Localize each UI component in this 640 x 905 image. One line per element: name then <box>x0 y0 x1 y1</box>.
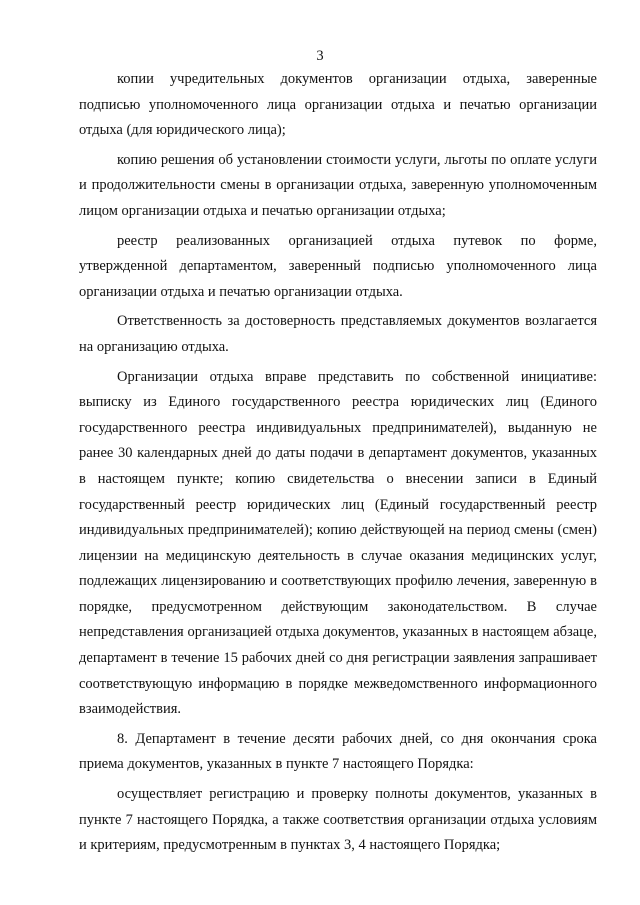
paragraph-pricing-decision: копию решения об установлении стоимости услуги, льготы по оплате услуги и продолжительности смены в организации отдыха, заверенную уполномоченным лицом организации отдыха и печатью организации отдыха; <box>79 151 597 219</box>
paragraph-section-8: 8. Департамент в течение десяти рабочих дней, со дня окончания срока приема документов, указанных в пункте 7 настоящего Порядка: <box>79 730 597 773</box>
page-number: 3 <box>316 48 324 64</box>
paragraph-optional-documents: Организации отдыха вправе представить по собственной инициативе: выписку из Единого государственного реестра юридических лиц (Единого государственного реестра индивидуальных предпринимателей), выданную не ранее 30 календарных дней до даты подачи в департамент документов, указанных в настоящем пункте; копию свидетельства о внесении записи в Единый государственный реестр юридических лиц (Единый государственный реестр индивидуальных предпринимателей); копию действующей на период смены (смен) лицензии на медицинскую деятельность в случае оказания медицинских услуг, подлежащих лицензированию и соответствующих профилю лечения, заверенную в порядке, предусмотренном действующим законодательством. В случае непредставления организацией отдыха документов, указанных в настоящем абзаце, департамент в течение 15 рабочих дней со дня регистрации заявления запрашивает соответствующую информацию в порядке межведомственного информационного взаимодействия. <box>79 368 597 718</box>
paragraph-voucher-registry: реестр реализованных организацией отдыха путевок по форме, утвержденной департаментом, заверенный подписью уполномоченного лица организации отдыха и печатью организации отдыха. <box>79 232 597 300</box>
paragraph-founding-documents: копии учредительных документов организации отдыха, заверенные подписью уполномоченного лица организации отдыха и печатью организации отдыха (для юридического лица); <box>79 71 597 139</box>
paragraph-registration-check: осуществляет регистрацию и проверку полноты документов, указанных в пункте 7 настоящего Порядка, а также соответствия организации отдыха условиям и критериям, предусмотренным в пунктах 3, 4 настоящего Порядка; <box>79 786 597 854</box>
document-body <box>79 67 597 859</box>
paragraph-responsibility: Ответственность за достоверность представляемых документов возлагается на организацию отдыха. <box>79 313 597 355</box>
